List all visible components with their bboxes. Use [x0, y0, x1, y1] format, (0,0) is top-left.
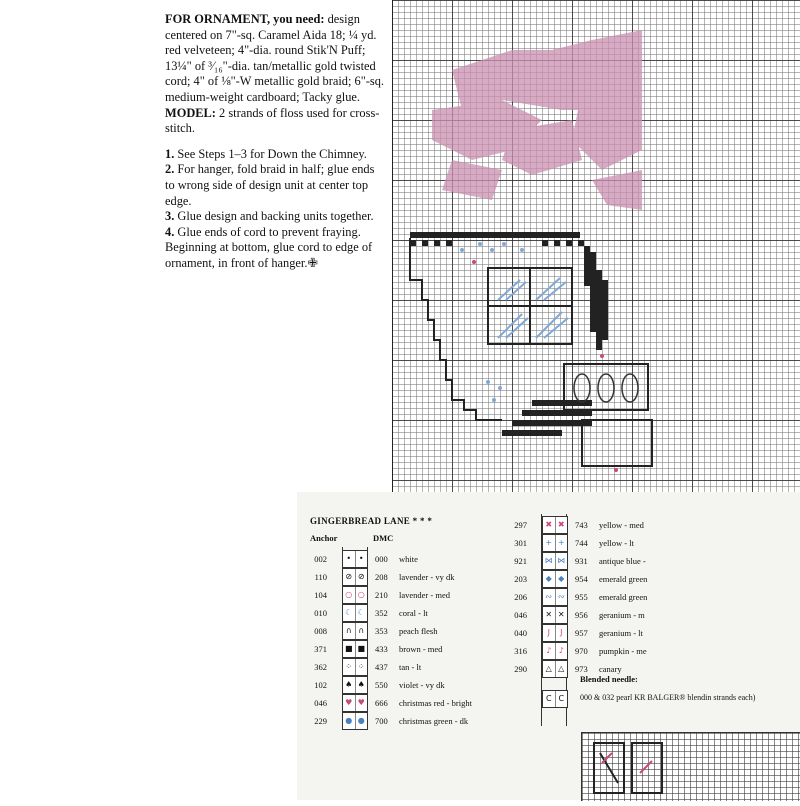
chart-drawing [392, 0, 800, 505]
step-text: Glue design and backing units together. [174, 209, 374, 224]
materials-paragraph [165, 12, 385, 106]
symbol-box: ♪ ♪ [542, 642, 568, 660]
dmc-number: 437 [375, 662, 388, 672]
dmc-number: 700 [375, 716, 388, 726]
color-name: christmas green - dk [399, 716, 469, 726]
color-name: yellow - lt [599, 538, 634, 548]
color-name: geranium - m [599, 610, 645, 620]
anchor-number: 046 [514, 610, 527, 620]
symbol-box: • • [342, 550, 368, 568]
dmc-number: 970 [575, 646, 588, 656]
dmc-number: 666 [375, 698, 388, 708]
step-4 [165, 225, 385, 272]
model-text: 2 strands of floss used for cross-stitch. [165, 105, 380, 136]
step-text: Glue ends of cord to prevent fraying. Beginning at bottom, glue cord to edge of ornament, in front of hanger. [165, 224, 373, 270]
color-name: tan - lt [399, 662, 422, 672]
anchor-number: 290 [514, 664, 527, 674]
cross-stitch-chart [392, 0, 800, 505]
dmc-number: 433 [375, 644, 388, 654]
color-name: brown - med [399, 644, 443, 654]
color-key-panel [297, 492, 800, 800]
anchor-number: 316 [514, 646, 527, 656]
dmc-number: 973 [575, 664, 588, 674]
anchor-number: 046 [314, 698, 327, 708]
symbol-box: △ △ [542, 660, 568, 678]
step-3 [165, 209, 385, 225]
anchor-number: 921 [514, 556, 527, 566]
symbol-box: ✖ ✖ [542, 516, 568, 534]
dmc-number: 954 [575, 574, 588, 584]
color-name: canary [599, 664, 622, 674]
step-text: For hanger, fold braid in half; glue ends to wrong side of design unit at center top edge. [165, 162, 375, 208]
color-name: emerald green [599, 592, 648, 602]
end-mark: ✙ [307, 255, 318, 270]
symbol-box: ◆ ◆ [542, 570, 568, 588]
anchor-header: Anchor [310, 533, 338, 543]
dmc-number: 931 [575, 556, 588, 566]
step-text: See Steps 1–3 for Down the Chimney. [174, 146, 367, 161]
color-name: geranium - lt [599, 628, 643, 638]
model-heading: MODEL: [165, 105, 216, 120]
step-number: 1. [165, 146, 175, 161]
anchor-number: 104 [314, 590, 327, 600]
color-name: emerald green [599, 574, 648, 584]
dmc-number: 957 [575, 628, 588, 638]
anchor-number: 002 [314, 554, 327, 564]
symbol-box: ∾ ∾ [542, 588, 568, 606]
key-title: GINGERBREAD LANE * * * [310, 516, 433, 526]
dmc-number: 550 [375, 680, 388, 690]
symbol-box: ☾ ☾ [342, 604, 368, 622]
color-name: antique blue - [599, 556, 646, 566]
dmc-number: 352 [375, 608, 388, 618]
dmc-number: 210 [375, 590, 388, 600]
anchor-number: 110 [314, 572, 327, 582]
step-2 [165, 162, 385, 209]
anchor-number: 229 [314, 716, 327, 726]
symbol-box: ♥ ♥ [342, 694, 368, 712]
color-name: yellow - med [599, 520, 644, 530]
color-name: peach flesh [399, 626, 438, 636]
symbol-box: ✕ ✕ [542, 606, 568, 624]
anchor-number: 297 [514, 520, 527, 530]
color-name: lavender - med [399, 590, 450, 600]
color-name: coral - lt [399, 608, 428, 618]
anchor-number: 301 [514, 538, 527, 548]
anchor-number: 040 [514, 628, 527, 638]
dmc-number: 955 [575, 592, 588, 602]
frosting-pattern [432, 30, 642, 210]
symbol-box: ♠ ♠ [342, 676, 368, 694]
color-name: pumpkin - me [599, 646, 647, 656]
door-ovals [574, 374, 638, 402]
anchor-number: 371 [314, 644, 327, 654]
blended-needle-heading: Blended needle: [580, 674, 638, 684]
anchor-number: 362 [314, 662, 327, 672]
symbol-box: ● ● [342, 712, 368, 730]
symbol-box: J J [542, 624, 568, 642]
window-panes [498, 278, 568, 338]
dmc-header: DMC [373, 533, 394, 543]
symbol-box: C C [542, 690, 568, 708]
ornament-materials: design centered on 7"-sq. Caramel Aida 18; ¼ yd. red velveteen; 4"-dia. round Stik'N Puff; 13¼" of ³⁄₁₆"-dia. tan/metallic gold twisted cord; 4" of ⅛"-W metallic gold braid; 6"-sq. medium-weight cardboard; Tacky glue. [165, 12, 384, 104]
symbol-box: ⋈ ⋈ [542, 552, 568, 570]
anchor-number: 206 [514, 592, 527, 602]
dmc-number: 956 [575, 610, 588, 620]
anchor-number: 102 [314, 680, 327, 690]
step-1 [165, 147, 385, 163]
color-name: christmas red - bright [399, 698, 472, 708]
symbol-box: ⁘ ⁘ [342, 658, 368, 676]
blended-needle-text: 000 & 032 pearl KR BALGER® blendin strands each) [580, 693, 756, 702]
step-number: 3. [165, 209, 175, 224]
dmc-number: 353 [375, 626, 388, 636]
color-name: white [399, 554, 418, 564]
anchor-number: 008 [314, 626, 327, 636]
ornament-heading: FOR ORNAMENT, you need: [165, 12, 325, 26]
symbol-box: + + [542, 534, 568, 552]
symbol-box: ■ ■ [342, 640, 368, 658]
model-paragraph [165, 106, 385, 137]
anchor-number: 203 [514, 574, 527, 584]
fragment-drawing [582, 733, 800, 801]
dmc-number: 000 [375, 554, 388, 564]
chart-fragment [581, 732, 800, 801]
dmc-number: 743 [575, 520, 588, 530]
symbol-box: ∩ ∩ [342, 622, 368, 640]
symbol-box: ⊘ ⊘ [342, 568, 368, 586]
anchor-number: 010 [314, 608, 327, 618]
ornament-instructions [165, 12, 385, 272]
step-number: 4. [165, 224, 175, 239]
step-number: 2. [165, 162, 175, 177]
color-name: lavender - vy dk [399, 572, 455, 582]
color-name: violet - vy dk [399, 680, 445, 690]
dmc-number: 208 [375, 572, 388, 582]
symbol-box: ○ ○ [342, 586, 368, 604]
dmc-number: 744 [575, 538, 588, 548]
